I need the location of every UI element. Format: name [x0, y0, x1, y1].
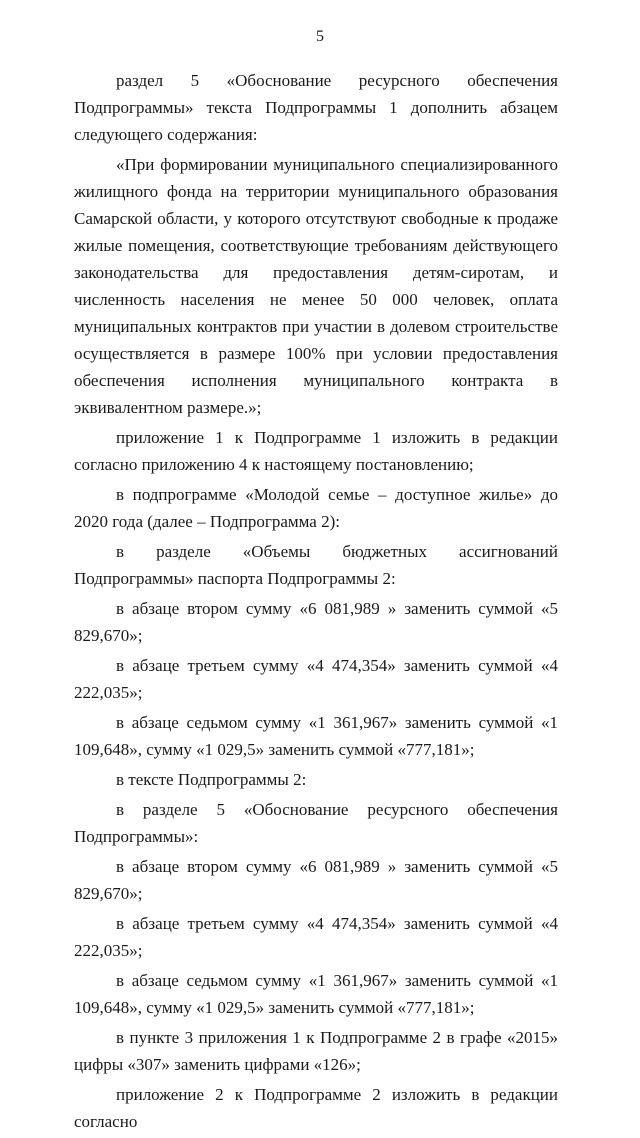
- paragraph-11: в абзаце втором сумму «6 081,989 » заменить суммой «5 829,670»;: [74, 857, 558, 903]
- paragraph-14: в пункте 3 приложения 1 к Подпрограмме 2 в графе «2015» цифры «307» заменить цифрами «126»;: [74, 1028, 558, 1074]
- paragraph-6: в абзаце втором сумму «6 081,989 » заменить суммой «5 829,670»;: [74, 599, 558, 645]
- paragraph-1: раздел 5 «Обоснование ресурсного обеспечения Подпрограммы» текста Подпрограммы 1 дополнить абзацем следующего содержания:: [74, 71, 558, 144]
- paragraph-13: в абзаце седьмом сумму «1 361,967» заменить суммой «1 109,648», сумму «1 029,5» заменить суммой «777,181»;: [74, 971, 558, 1017]
- paragraph-15: приложение 2 к Подпрограмме 2 изложить в редакции согласно: [74, 1085, 558, 1131]
- paragraph-4: в подпрограмме «Молодой семье – доступное жилье» до 2020 года (далее – Подпрограмма 2):: [74, 485, 558, 531]
- paragraph-10: в разделе 5 «Обоснование ресурсного обеспечения Подпрограммы»:: [74, 800, 558, 846]
- paragraph-5: в разделе «Объемы бюджетных ассигнований Подпрограммы» паспорта Подпрограммы 2:: [74, 542, 558, 588]
- page-number: 5: [316, 28, 324, 45]
- document-body: [74, 67, 558, 1138]
- paragraph-3: приложение 1 к Подпрограмме 1 изложить в редакции согласно приложению 4 к настоящему постановлению;: [74, 428, 558, 474]
- paragraph-8: в абзаце седьмом сумму «1 361,967» заменить суммой «1 109,648», сумму «1 029,5» заменить суммой «777,181»;: [74, 713, 558, 759]
- paragraph-9: в тексте Подпрограммы 2:: [116, 770, 307, 789]
- paragraph-2-quote: «При формировании муниципального специализированного жилищного фонда на территории муниципального образования Самарской области, у которого отсутствуют свободные к продаже жилые помещения, соответствующие требованиям действующего законодательства для предоставления детям-сиротам, и численность населения не менее 50 000 человек, оплата муниципальных контрактов при участии в долевом строительстве осуществляется в размере 100% при условии предоставления обеспечения исполнения муниципального контракта в эквивалентном размере.»;: [74, 155, 558, 417]
- paragraph-12: в абзаце третьем сумму «4 474,354» заменить суммой «4 222,035»;: [74, 914, 558, 960]
- paragraph-7: в абзаце третьем сумму «4 474,354» заменить суммой «4 222,035»;: [74, 656, 558, 702]
